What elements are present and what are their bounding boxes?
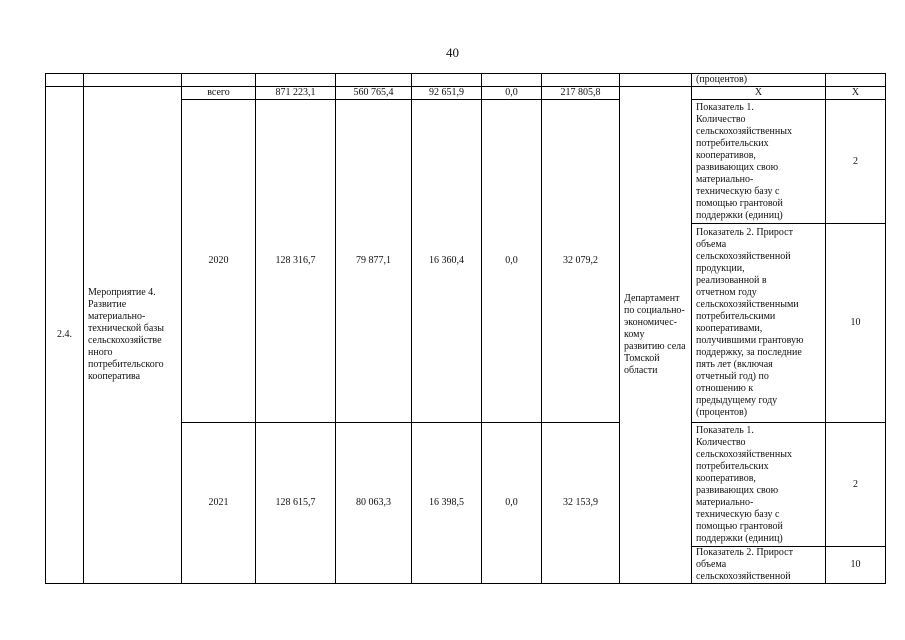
year-value-regional: 16 398,5 <box>412 423 482 584</box>
year-label: 2021 <box>182 423 256 584</box>
year-value-extra: 32 153,9 <box>542 423 620 584</box>
cell-blank <box>182 74 256 87</box>
year-value-federal: 80 063,3 <box>336 423 412 584</box>
total-row <box>46 87 886 100</box>
year-value-local: 0,0 <box>482 423 542 584</box>
total-value-extra: 217 805,8 <box>542 87 620 100</box>
cell-blank <box>620 74 692 87</box>
item-executor: Департамент по социально-экономичес-кому развитию села Томской области <box>620 87 692 584</box>
year-value-federal: 79 877,1 <box>336 100 412 423</box>
total-value-regional: 92 651,9 <box>412 87 482 100</box>
total-x-indicator: X <box>692 87 826 100</box>
total-x-value: X <box>826 87 886 100</box>
cell-blank <box>46 74 84 87</box>
year-value-local: 0,0 <box>482 100 542 423</box>
year-value-all: 128 316,7 <box>256 100 336 423</box>
item-name: Мероприятие 4. Развитие материально-технической базы сельскохозяйстве нного потребительского кооператива <box>84 87 182 584</box>
program-table <box>45 73 886 584</box>
page-number: 40 <box>446 45 459 60</box>
indicator-text: Показатель 1. Количество сельскохозяйственных потребительских кооперативов, развивающих свою материально- техническую базу с помощью грантовой поддержки (единиц) <box>692 423 826 547</box>
continuation-text: (процентов) <box>692 74 826 87</box>
total-value-local: 0,0 <box>482 87 542 100</box>
indicator-value: 10 <box>826 547 886 584</box>
indicator-text: Показатель 1. Количество сельскохозяйственных потребительских кооперативов, развивающих свою материально- техническую базу с помощью грантовой поддержки (единиц) <box>692 100 826 224</box>
item-number: 2.4. <box>46 87 84 584</box>
cell-blank <box>84 74 182 87</box>
total-value-federal: 560 765,4 <box>336 87 412 100</box>
indicator-text: Показатель 2. Прирост объема сельскохозяйственной <box>692 547 826 584</box>
indicator-value: 2 <box>826 100 886 224</box>
indicator-text: Показатель 2. Прирост объема сельскохозяйственной продукции, реализованной в отчетном году сельскохозяйственными потребительскими кооперативами, получившими грантовую поддержку, за последние пять лет (включая отчетный год) по отношению к предыдущему году (процентов) <box>692 224 826 423</box>
cell-blank <box>542 74 620 87</box>
indicator-value: 2 <box>826 423 886 547</box>
total-label: всего <box>182 87 256 100</box>
cell-blank <box>336 74 412 87</box>
indicator-value: 10 <box>826 224 886 423</box>
year-label: 2020 <box>182 100 256 423</box>
cell-blank <box>482 74 542 87</box>
cell-blank <box>412 74 482 87</box>
continuation-row <box>46 74 886 87</box>
total-value-all: 871 223,1 <box>256 87 336 100</box>
cell-blank <box>826 74 886 87</box>
cell-blank <box>256 74 336 87</box>
year-value-all: 128 615,7 <box>256 423 336 584</box>
year-value-regional: 16 360,4 <box>412 100 482 423</box>
year-value-extra: 32 079,2 <box>542 100 620 423</box>
